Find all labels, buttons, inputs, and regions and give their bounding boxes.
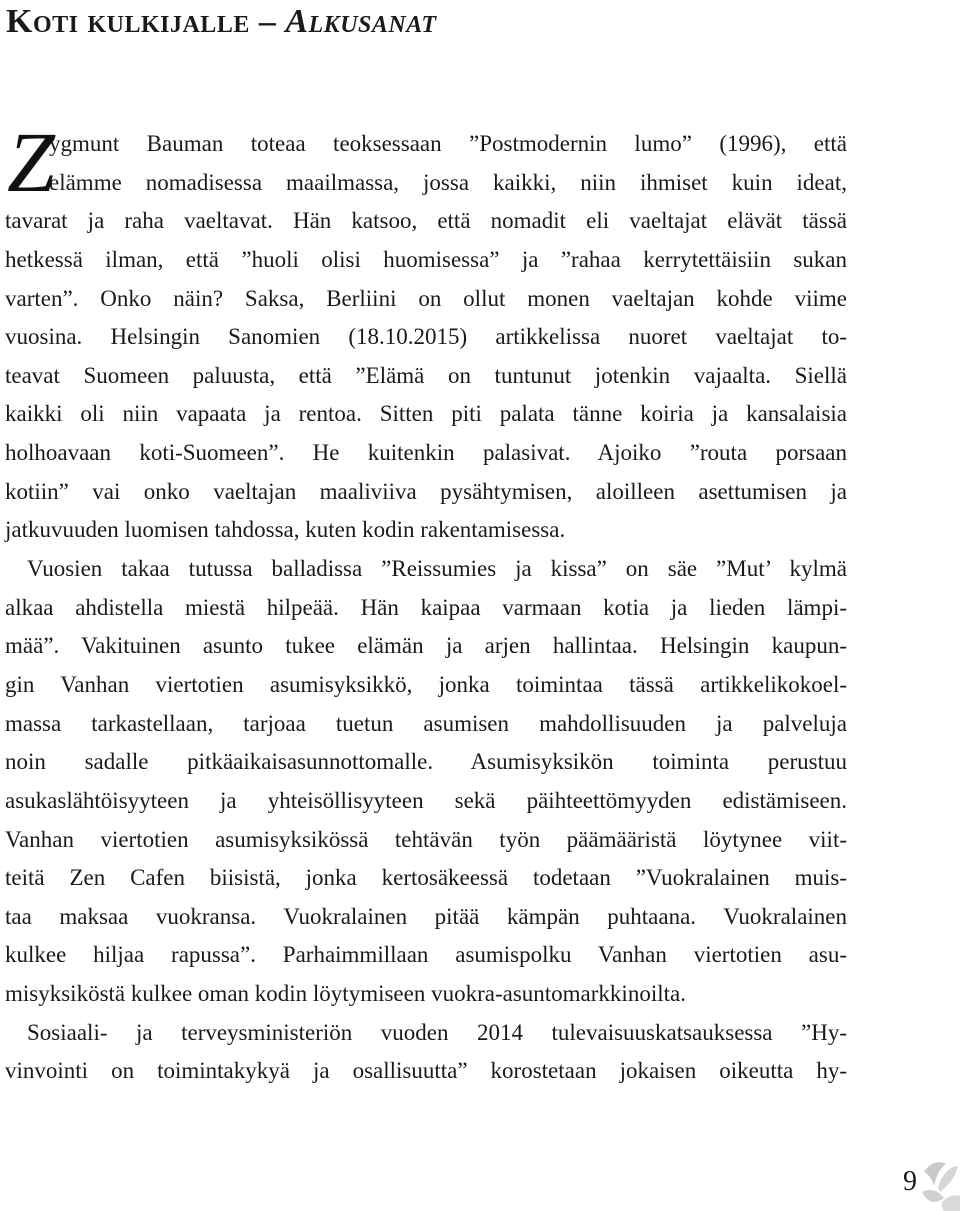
paragraph-line: Vanhan viertotien asumisyksikössä tehtävän työn päämääristä löytynee viit- [5,826,847,852]
page-number: 9 [903,1166,917,1197]
paragraph-line: gin Vanhan viertotien asumisyksikkö, jonka toimintaa tässä artikkelikokoel- [5,671,847,697]
chapter-title [6,2,437,42]
paragraph-line: teitä Zen Cafen biisistä, jonka kertosäkeessä todetaan ”Vuokralainen muis- [5,865,847,891]
paragraph-line: Vuosien takaa tutussa balladissa ”Reissumies ja kissa” on säe ”Mut’ kylmä [27,556,847,582]
paragraph-line: vuosina. Helsingin Sanomien (18.10.2015) artikkelissa nuoret vaeltajat to- [5,324,847,350]
paragraph-line: mää”. Vakituinen asunto tukee elämän ja arjen hallintaa. Helsingin kaupun- [5,633,847,659]
chapter-title-main: Koti kulkijalle [6,3,250,40]
paragraph-line: kulkee hiljaa rapussa”. Parhaimmillaan asumispolku Vanhan viertotien asu- [5,942,847,968]
body-text [5,114,847,1091]
paragraph-line: taa maksaa vuokransa. Vuokralainen pitää kämpän puhtaana. Vuokralainen [5,903,847,929]
paragraph-line: noin sadalle pitkäaikaisasunnottomalle. Asumisyksikön toiminta perustuu [5,749,847,775]
paragraph-line: elämme nomadisessa maailmassa, jossa kaikki, niin ihmiset kuin ideat, [49,169,847,195]
paragraph-line: alkaa ahdistella miestä hilpeää. Hän kaipaa varmaan kotia ja lieden lämpi- [5,594,847,620]
chapter-title-separator: – [249,3,286,40]
paragraph-line: misyksiköstä kulkee oman kodin löytymiseen vuokra-asuntomarkkinoilta. [5,981,686,1007]
paragraph-line: kaikki oli niin vapaata ja rentoa. Sitten piti palata tänne koiria ja kansalaisia [5,401,847,427]
paragraph-line: hetkessä ilman, että ”huoli olisi huomisessa” ja ”rahaa kerrytettäisiin sukan [5,246,847,272]
paragraph-line: kotiin” vai onko vaeltajan maaliviiva pysähtymisen, aloilleen asettumisen ja [5,478,847,504]
paragraph-line: massa tarkastellaan, tarjoaa tuetun asumisen mahdollisuuden ja palveluja [5,710,847,736]
paragraph-line: Sosiaali- ja terveysministeriön vuoden 2014 tulevaisuuskatsauksessa ”Hy- [27,1019,847,1045]
paragraph-line: holhoavaan koti-Suomeen”. He kuitenkin palasivat. Ajoiko ”routa porsaan [5,440,847,466]
paragraph-line: ygmunt Bauman toteaa teoksessaan ”Postmodernin lumo” (1996), että [49,131,847,156]
paragraph-line: jatkuvuuden luomisen tahdossa, kuten kodin rakentamisessa. [5,517,566,543]
paragraph-line: tavarat ja raha vaeltavat. Hän katsoo, että nomadit eli vaeltajat elävät tässä [5,208,847,234]
page-ornament-icon [918,1158,960,1211]
chapter-title-subtitle: Alkusanat [285,3,437,40]
paragraph-line: teavat Suomeen paluusta, että ”Elämä on tuntunut jotenkin vajaalta. Siellä [5,362,847,388]
paragraph-line: asukaslähtöisyyteen ja yhteisöllisyyteen sekä päihteettömyyden edistämiseen. [5,787,847,813]
paragraph-line: varten”. Onko näin? Saksa, Berliini on ollut monen vaeltajan kohde viime [5,285,847,311]
paragraph-line: vinvointi on toimintakykyä ja osallisuutta” korostetaan jokaisen oikeutta hy- [5,1058,847,1084]
drop-cap-letter: Z [7,114,55,210]
